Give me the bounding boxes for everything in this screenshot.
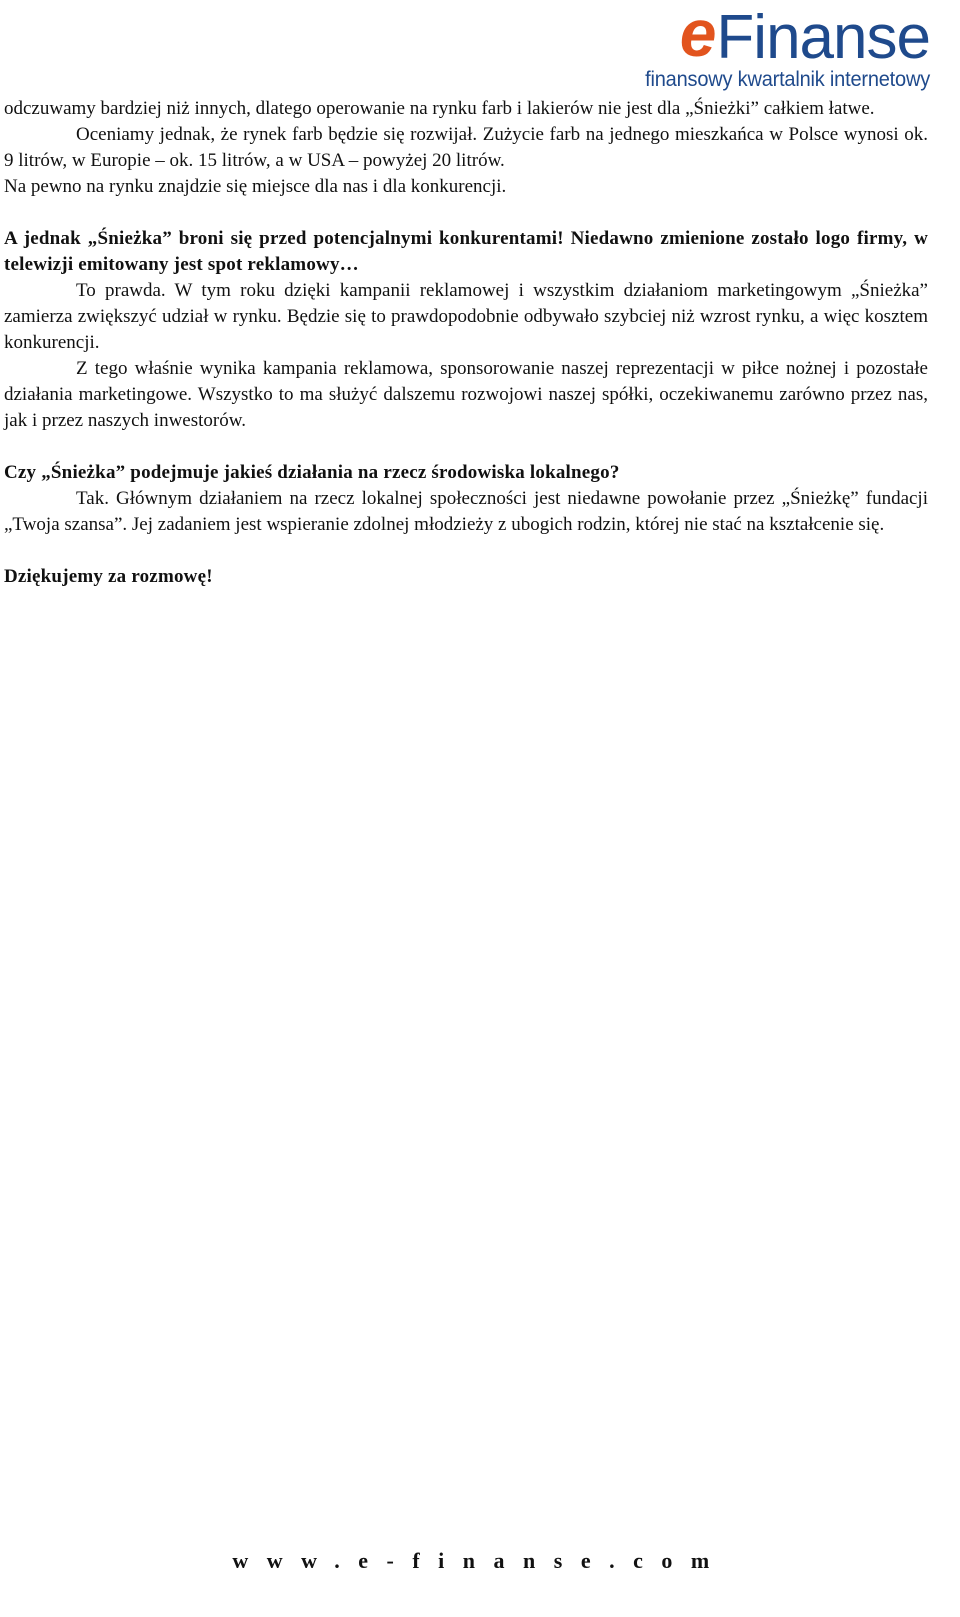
logo-tagline: finansowy kwartalnik internetowy <box>645 68 930 92</box>
question-local-community: Czy „Śnieżka” podejmuje jakieś działania na rzecz środowiska lokalnego? <box>4 462 620 483</box>
article-body <box>4 96 928 590</box>
question-competitors: A jednak „Śnieżka” broni się przed potencjalnymi konkurentami! Niedawno zmienione zostało logo firmy, w telewizji emitowany jest spot reklamowy… <box>4 228 928 275</box>
spacer <box>4 538 928 564</box>
logo-wordmark <box>679 0 930 72</box>
spacer <box>4 200 928 226</box>
answer-campaign: To prawda. W tym roku dzięki kampanii reklamowej i wszystkim działaniom marketingowym „Śnieżka” zamierza zwiększyć udział w rynku. Będzie się to prawdopodobnie odbywało szybciej niż wzrost rynku, a więc kosztem konkurencji. <box>4 280 928 353</box>
footer-url: www.e-finanse.com <box>232 1548 728 1573</box>
paragraph-continuation: odczuwamy bardziej niż innych, dlatego operowanie na rynku farb i lakierów nie jest dla „Śnieżki” całkiem łatwe. <box>4 98 875 119</box>
answer-foundation: Tak. Głównym działaniem na rzecz lokalnej społeczności jest niedawne powołanie przez „Śnieżkę” fundacji „Twoja szansa”. Jej zadaniem jest wspieranie zdolnej młodzieży z ubogich rodzin, której nie stać na kształcenie się. <box>4 488 928 535</box>
paragraph-competition: Na pewno na rynku znajdzie się miejsce dla nas i dla konkurencji. <box>4 176 507 197</box>
spacer <box>4 434 928 460</box>
efinanse-logo <box>640 2 930 96</box>
answer-marketing: Z tego właśnie wynika kampania reklamowa, sponsorowanie naszej reprezentacji w piłce nożnej i pozostałe działania marketingowe. Wszystko to ma służyć dalszemu rozwojowi naszej spółki, oczekiwanemu zarówno przez nas, jak i przez naszych inwestorów. <box>4 358 928 431</box>
logo-e-letter: e <box>679 0 717 70</box>
logo-finanse-text: Finanse <box>716 3 930 72</box>
paragraph-paint-market: Oceniamy jednak, że rynek farb będzie się rozwijał. Zużycie farb na jednego mieszkańca w Polsce wynosi ok. 9 litrów, w Europie – ok. 15 litrów, a w USA – powyżej 20 litrów. <box>4 124 928 171</box>
closing-thanks: Dziękujemy za rozmowę! <box>4 566 213 587</box>
